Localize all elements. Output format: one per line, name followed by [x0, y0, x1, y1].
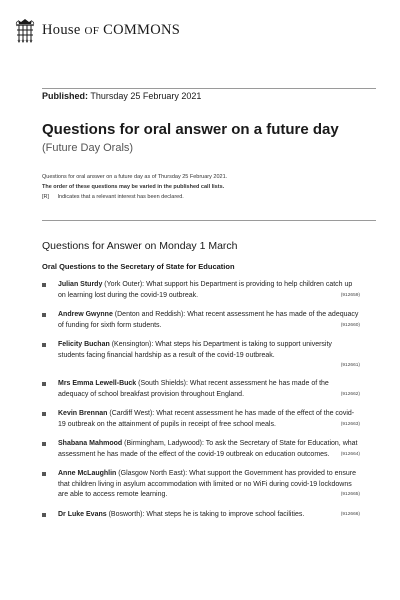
- list-item: [42, 510, 360, 521]
- bullet-icon: [42, 382, 46, 386]
- member-name: Shabana Mahmood: [58, 440, 123, 447]
- question-ref: (912661): [340, 363, 360, 368]
- constituency: (Glasgow North East):: [118, 470, 188, 477]
- published-label: Published:: [42, 91, 89, 101]
- bullet-icon: [42, 472, 46, 476]
- bullet-icon: [42, 412, 46, 416]
- member-name: Anne McLaughlin: [58, 470, 117, 477]
- question-text: What steps his Department is taking to support university students facing financial hardship as a result of the covid-19 outbreak.: [58, 341, 332, 359]
- bullet-icon: [42, 442, 46, 446]
- question-text: What support his Department is providing to help children catch up on learning lost during the covid-19 outbreak.: [58, 281, 353, 299]
- constituency: (York Outer):: [104, 281, 145, 288]
- question-ref: (912660): [340, 322, 360, 328]
- question-ref: (912662): [340, 391, 360, 397]
- list-item: [42, 469, 360, 501]
- note-line-3: [42, 192, 227, 202]
- question-text: What recent assessment he has made of the adequacy of school breakfast provision throughout England.: [58, 380, 329, 398]
- member-name: Kevin Brennan: [58, 410, 108, 417]
- constituency: (Cardiff West):: [109, 410, 155, 417]
- notes-block: [42, 172, 227, 202]
- question-ref: (912663): [340, 421, 360, 427]
- section-divider: [42, 220, 376, 221]
- constituency: (South Shields):: [138, 380, 188, 387]
- list-item: [42, 310, 360, 331]
- bullet-icon: [42, 313, 46, 317]
- bullet-icon: [42, 283, 46, 287]
- published-line: [42, 91, 201, 101]
- note-line-1: Questions for oral answer on a future day as of Thursday 25 February 2021.: [42, 174, 228, 180]
- list-item: [42, 280, 360, 301]
- published-date: Thursday 25 February 2021: [90, 91, 202, 101]
- question-text: What support the Government has provided to ensure that children living in asylum accommodation with limited or no WiFi during covid-19 lockdowns are able to access remote learning.: [58, 470, 357, 498]
- masthead: [14, 17, 180, 43]
- question-list: [42, 280, 360, 529]
- section-heading: Questions for Answer on Monday 1 March: [42, 240, 238, 252]
- bullet-icon: [42, 513, 46, 517]
- note-line-2: The order of these questions may be varied in the published call lists.: [42, 184, 225, 190]
- top-divider: [42, 88, 376, 89]
- question-text: What recent assessment he has made of the adequacy of funding for sixth form students.: [58, 311, 359, 329]
- house-word: House: [42, 21, 81, 38]
- constituency: (Kensington):: [111, 341, 154, 348]
- question-ref: (912664): [340, 451, 360, 457]
- member-name: Dr Luke Evans: [58, 510, 107, 518]
- commons-word: COMMONS: [103, 21, 181, 38]
- bullet-icon: [42, 343, 46, 347]
- list-item: [42, 379, 360, 400]
- list-item: [42, 439, 360, 460]
- question-ref: (912666): [340, 511, 360, 517]
- list-item: [42, 409, 360, 430]
- page-title: Questions for oral answer on a future day: [42, 121, 339, 138]
- house-name: [42, 22, 180, 39]
- of-word: OF: [84, 24, 100, 37]
- member-name: Felicity Buchan: [58, 341, 110, 348]
- constituency: (Bosworth):: [108, 510, 145, 518]
- constituency: (Birmingham, Ladywood):: [124, 440, 204, 447]
- constituency: (Denton and Reddish):: [114, 311, 186, 318]
- question-text: What recent assessment he has made of the effect of the covid-19 outbreak on the attainment of pupils in receipt of free school meals.: [58, 410, 355, 428]
- page-subtitle: (Future Day Orals): [42, 142, 134, 154]
- portcullis-icon: [14, 17, 36, 43]
- member-name: Mrs Emma Lewell-Buck: [58, 380, 137, 387]
- list-item: [42, 340, 360, 370]
- subsection-heading: Oral Questions to the Secretary of State for Education: [42, 262, 235, 271]
- question-ref: (912665): [340, 492, 360, 497]
- member-name: Andrew Gwynne: [58, 311, 113, 318]
- question-ref: (912659): [340, 292, 360, 298]
- question-text: To ask the Secretary of State for Education, what assessment he has made of the effect of the covid-19 outbreak on education outcomes.: [58, 440, 358, 458]
- question-text: What steps he is taking to improve school facilities.: [146, 510, 305, 518]
- member-name: Julian Sturdy: [58, 281, 103, 288]
- interest-note: Indicates that a relevant interest has been declared.: [57, 194, 184, 200]
- interest-tag: [R]: [42, 194, 50, 200]
